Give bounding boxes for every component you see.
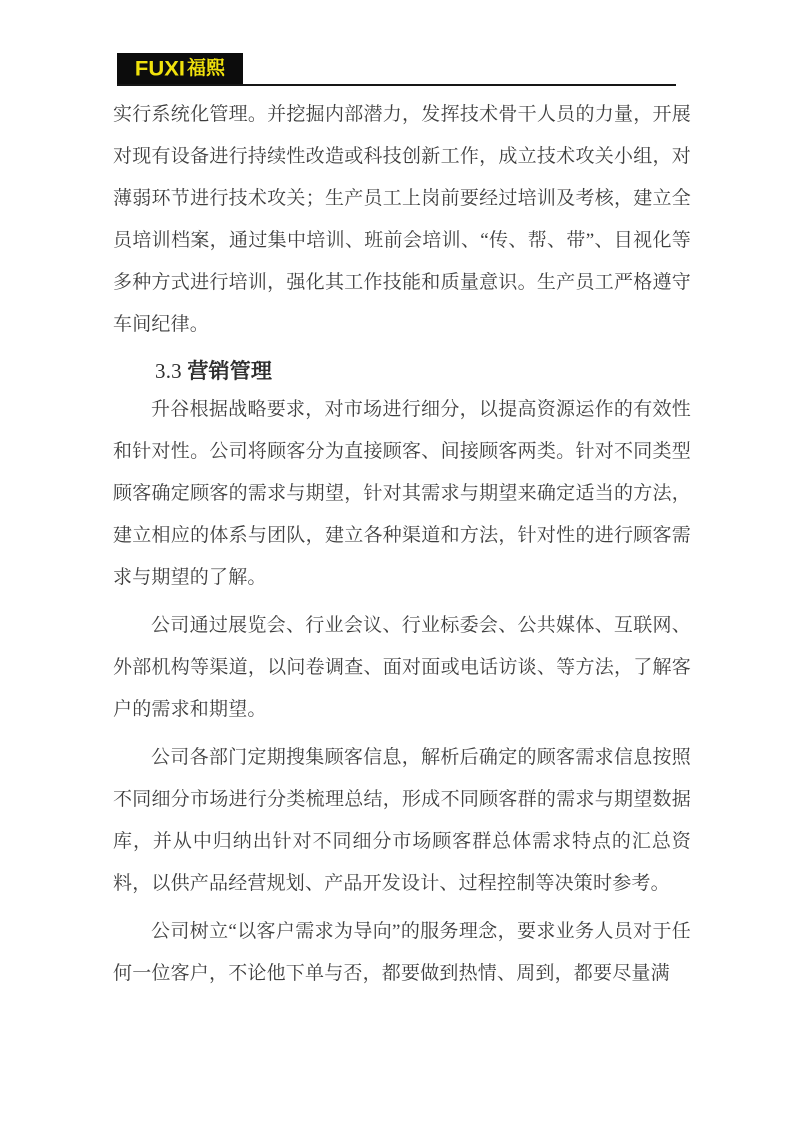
document-body (113, 94, 691, 995)
company-logo (117, 53, 243, 84)
section-heading (113, 354, 691, 389)
logo-latin-text: FUXI (134, 56, 186, 80)
heading-number: 3.3 (155, 359, 182, 383)
paragraph-customer-info-collection: 公司各部门定期搜集顾客信息，解析后确定的顾客需求信息按照不同细分市场进行分类梳理总结，形成不同顾客群的需求与期望数据库，并从中归纳出针对不同细分市场顾客群总体需求特点的汇总资料，以供产品经营规划、产品开发设计、过程控制等决策时参考。 (113, 747, 691, 894)
paragraph-market-segmentation: 升谷根据战略要求，对市场进行细分，以提高资源运作的有效性和针对性。公司将顾客分为直接顾客、间接顾客两类。针对不同类型顾客确定顾客的需求与期望，针对其需求与期望来确定适当的方法，建立相应的体系与团队，建立各种渠道和方法，针对性的进行顾客需求与期望的了解。 (113, 399, 691, 588)
paragraph-service-concept: 公司树立“以客户需求为导向”的服务理念，要求业务人员对于任何一位客户，不论他下单与否，都要做到热情、周到，都要尽量满 (113, 921, 691, 984)
heading-title: 营销管理 (187, 360, 273, 383)
logo-cjk-text: 福熙 (187, 57, 226, 79)
paragraph-production-management: 实行系统化管理。并挖掘内部潜力，发挥技术骨干人员的力量，开展对现有设备进行持续性改造或科技创新工作，成立技术攻关小组，对薄弱环节进行技术攻关；生产员工上岗前要经过培训及考核，建立全员培训档案，通过集中培训、班前会培训、“传、帮、带”、目视化等多种方式进行培训，强化其工作技能和质量意识。生产员工严格遵守车间纪律。 (113, 104, 691, 335)
header-divider (117, 84, 676, 86)
paragraph-customer-channels: 公司通过展览会、行业会议、行业标委会、公共媒体、互联网、外部机构等渠道，以问卷调查、面对面或电话访谈、等方法，了解客户的需求和期望。 (113, 615, 691, 720)
